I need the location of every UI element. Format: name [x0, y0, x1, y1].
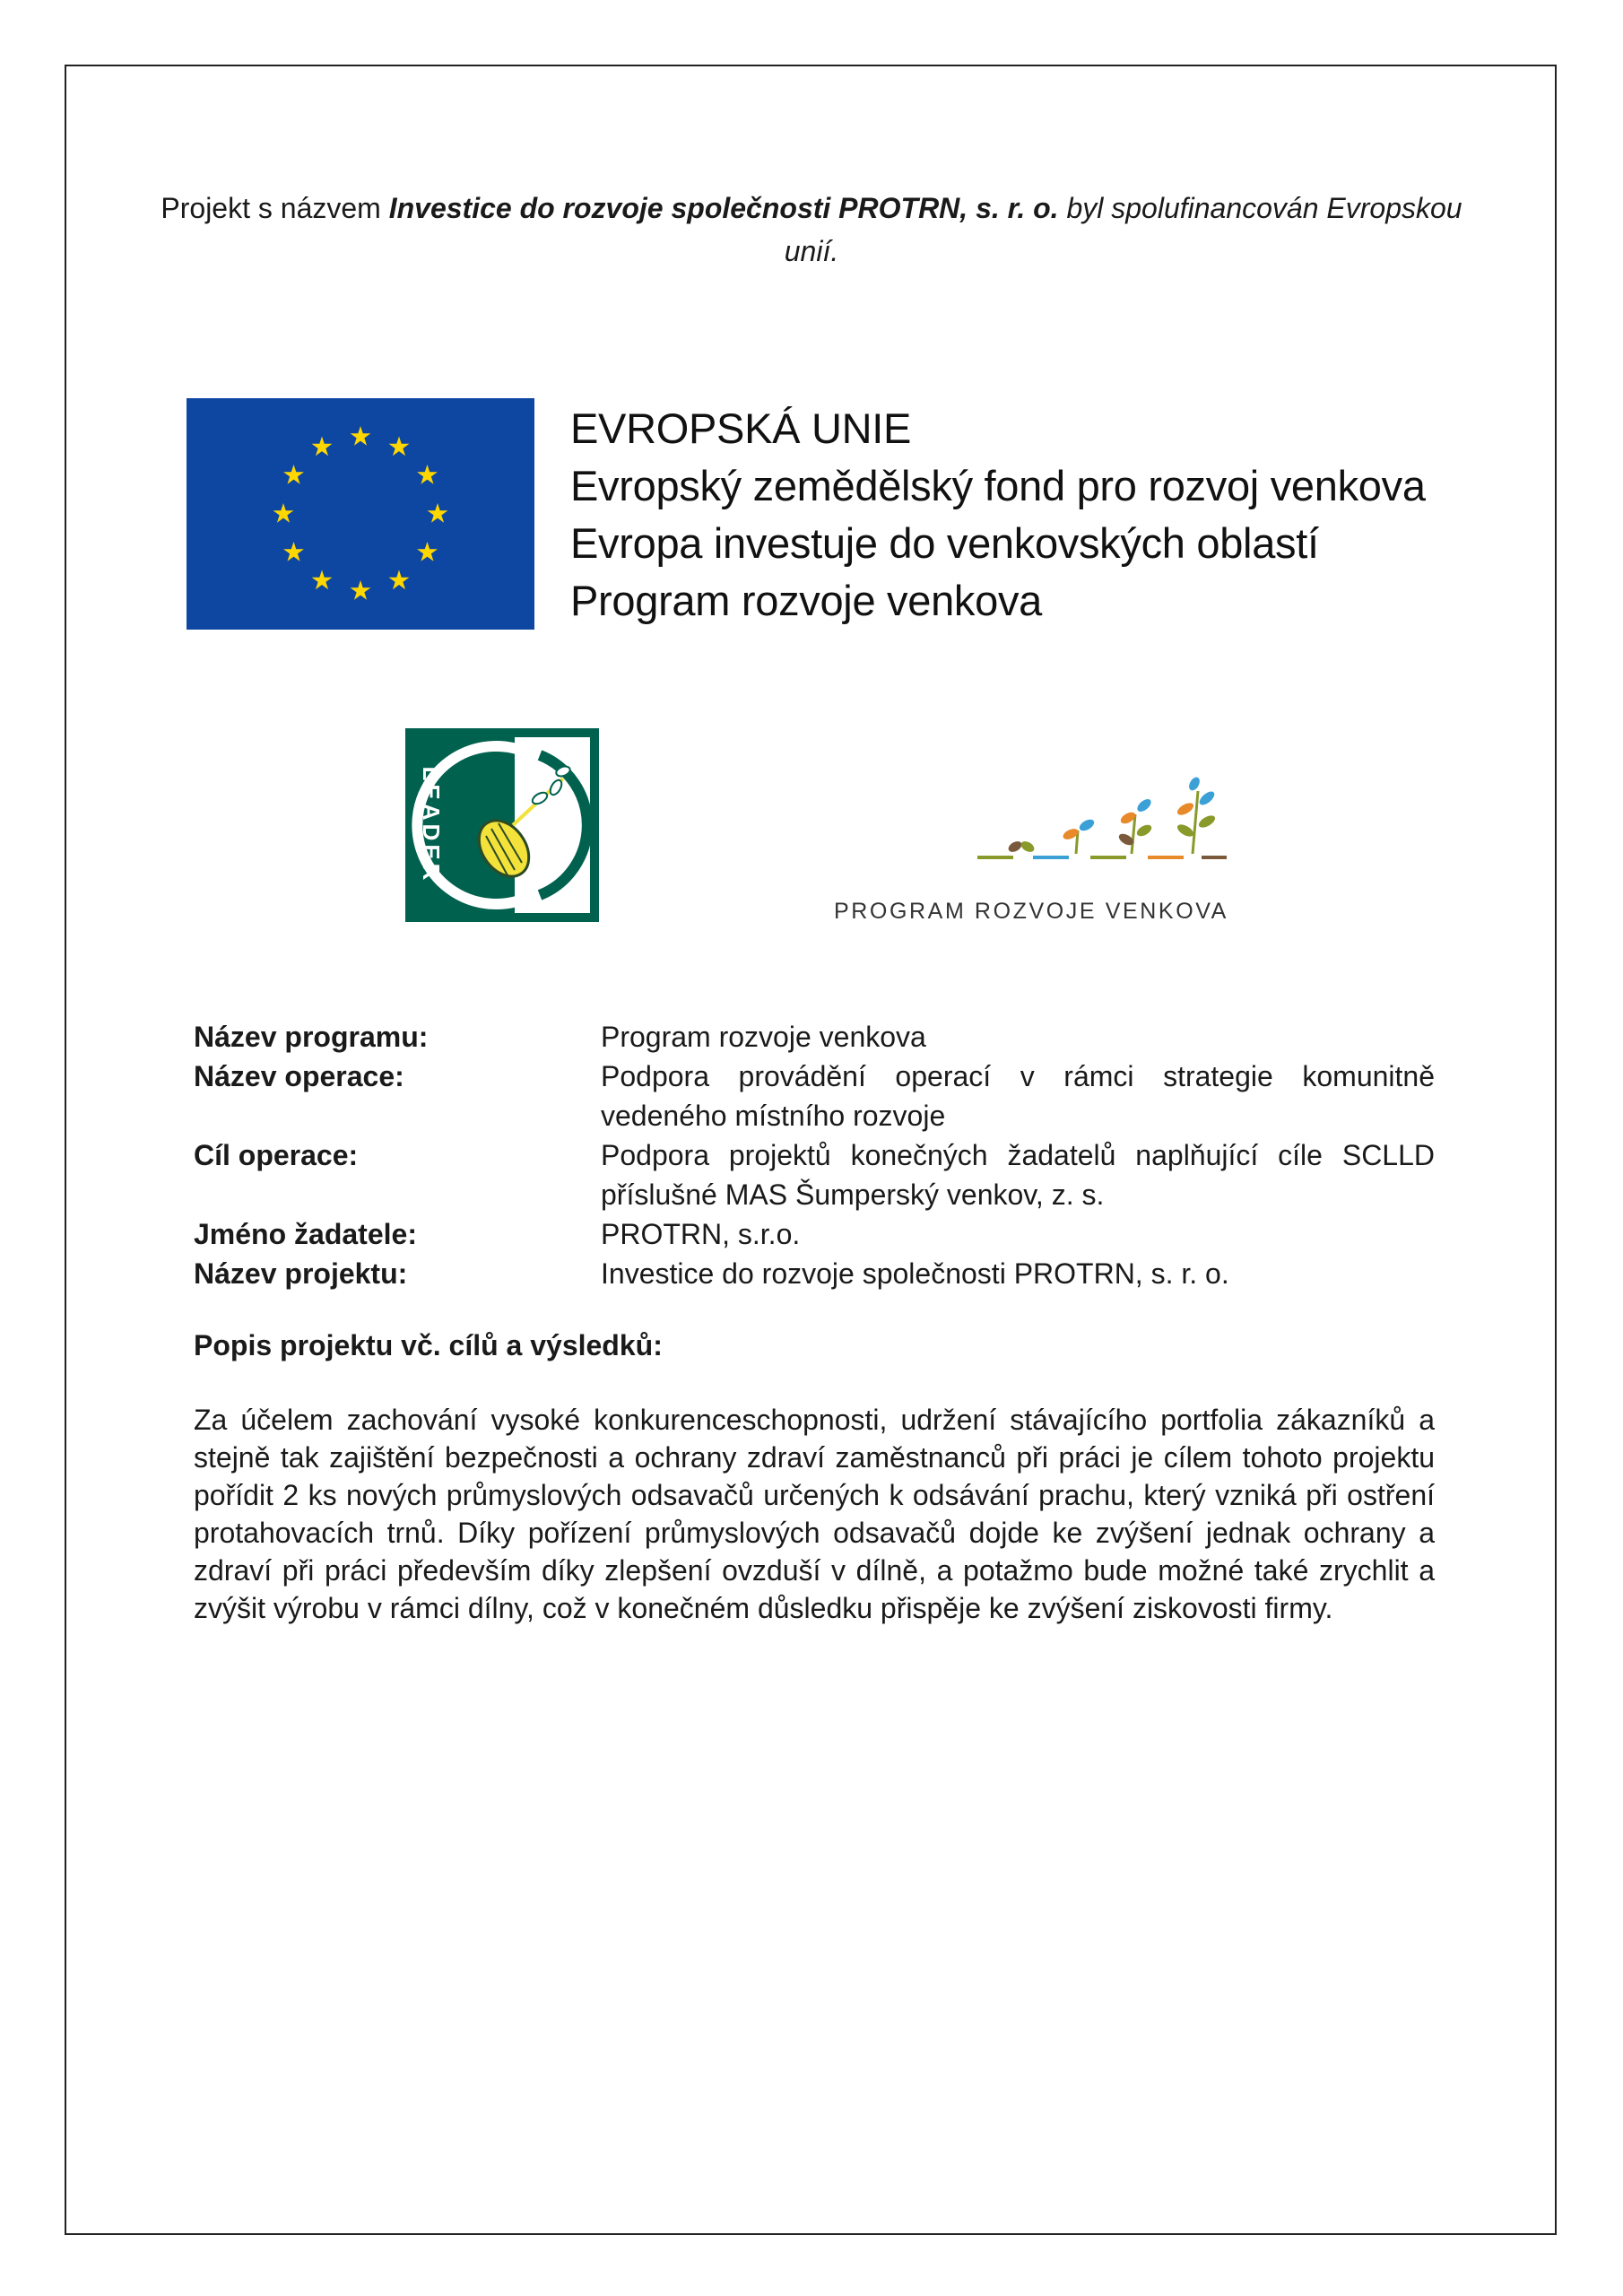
info-label: Název projektu: [194, 1257, 408, 1290]
intro-statement [135, 187, 1488, 273]
eu-title: EVROPSKÁ UNIE [570, 404, 912, 452]
eu-slogan: Evropa investuje do venkovských oblastí [570, 519, 1319, 567]
info-value: Podpora projektů konečných žadatelů naplňující cíle SCLLD příslušné MAS Šumperský venkov, z. s. [601, 1139, 1435, 1211]
leader-logo-text: LEADER [418, 766, 445, 884]
intro-prefix: Projekt s názvem [161, 192, 389, 224]
project-info-table [194, 1017, 1435, 1293]
prv-logo-caption: PROGRAM ROZVOJE VENKOVA [834, 899, 1228, 924]
description-body: Za účelem zachování vysoké konkurenceschopnosti, udržení stávajícího portfolia zákazníků a stejně tak zajištění bezpečnosti a ochrany zdraví zaměstnanců při práci je cílem tohoto projektu pořídit 2 ks nových průmyslových odsavačů určených k odsávání prachu, který vzniká při ostření protahovacích trnů. Díky pořízení průmyslových odsavačů dojde ke zvýšení jednak ochrany a zdraví při práci především díky zlepšení ovzduší v dílně, a potažmo bude možné také zrychlit a zvýšit výrobu v rámci dílny, což v konečném důsledku přispěje ke zvýšení ziskovosti firmy. [194, 1404, 1435, 1624]
info-row-operation [194, 1057, 1435, 1135]
intro-project-name: Investice do rozvoje společnosti PROTRN, s. r. o. [388, 192, 1059, 224]
info-label: Název programu: [194, 1021, 429, 1053]
eu-flag-icon [187, 398, 534, 630]
intro-suffix: byl spolufinancován Evropskou unií. [784, 192, 1462, 267]
info-value: Program rozvoje venkova [601, 1021, 926, 1053]
info-row-project [194, 1254, 1435, 1293]
info-row-applicant [194, 1214, 1435, 1254]
info-row-goal [194, 1135, 1435, 1214]
info-value: Investice do rozvoje společnosti PROTRN, s. r. o. [601, 1257, 1229, 1290]
info-label: Jméno žadatele: [194, 1218, 417, 1250]
leader-logo-icon [405, 728, 599, 922]
info-label: Cíl operace: [194, 1139, 359, 1171]
eu-fund-name: Evropský zemědělský fond pro rozvoj venkova [570, 462, 1426, 509]
info-value: Podpora provádění operací v rámci strategie komunitně vedeného místního rozvoje [601, 1060, 1435, 1132]
info-value: PROTRN, s.r.o. [601, 1218, 801, 1250]
info-label: Název operace: [194, 1060, 404, 1092]
eu-text-block [570, 400, 1426, 630]
description-heading: Popis projektu vč. cílů a výsledků: [194, 1329, 663, 1361]
eu-program-name: Program rozvoje venkova [570, 577, 1043, 624]
info-row-program [194, 1017, 1435, 1057]
